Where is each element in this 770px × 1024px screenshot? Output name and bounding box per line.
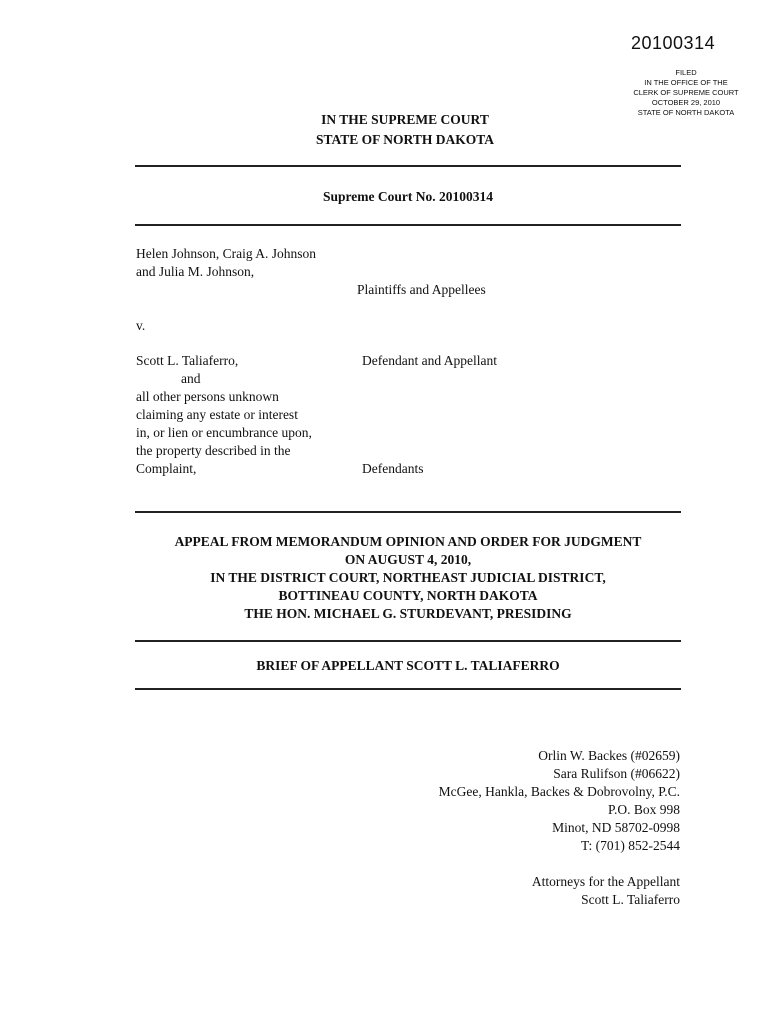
plaintiffs-line: Helen Johnson, Craig A. Johnson: [136, 246, 316, 261]
other-defendants-line: claiming any estate or interest: [136, 407, 298, 422]
appeal-line: THE HON. MICHAEL G. STURDEVANT, PRESIDING: [244, 606, 572, 621]
other-defendants-line: in, or lien or encumbrance upon,: [136, 425, 312, 440]
filing-stamp-line: CLERK OF SUPREME COURT: [633, 88, 739, 97]
attorney-line: T: (701) 852-2544: [580, 838, 680, 853]
and-connector: and: [181, 371, 201, 386]
attorney-block: [380, 747, 680, 855]
filing-stamp: [620, 68, 752, 118]
filing-stamp-line: FILED: [675, 68, 697, 77]
appeal-line: IN THE DISTRICT COURT, NORTHEAST JUDICIAL DISTRICT,: [210, 570, 606, 585]
attorney-role: [380, 873, 680, 909]
filing-stamp-line: IN THE OFFICE OF THE: [644, 78, 728, 87]
divider-brief: [135, 688, 681, 690]
court-heading: [255, 110, 555, 150]
appeal-line: ON AUGUST 4, 2010,: [344, 552, 472, 567]
divider-top: [135, 165, 681, 167]
filing-stamp-line: OCTOBER 29, 2010: [651, 98, 721, 107]
defendant-name: Scott L. Taliaferro,: [136, 353, 239, 368]
attorney-line: P.O. Box 998: [607, 802, 680, 817]
divider-case: [135, 224, 681, 226]
versus-label: v.: [136, 318, 146, 333]
attorney-role-line: Scott L. Taliaferro: [581, 892, 680, 907]
filing-stamp-number: 20100314: [631, 33, 716, 53]
case-number: Supreme Court No. 20100314: [323, 189, 493, 204]
attorney-line: Minot, ND 58702-0998: [552, 820, 680, 835]
attorney-line: McGee, Hankla, Backes & Dobrovolny, P.C.: [438, 784, 680, 799]
appeal-line: APPEAL FROM MEMORANDUM OPINION AND ORDER FOR JUDGMENT: [174, 534, 642, 549]
other-defendants: [136, 388, 312, 478]
other-defendants-line: Complaint,: [136, 461, 197, 476]
filing-stamp-line: STATE OF NORTH DAKOTA: [637, 108, 735, 117]
attorney-role-line: Attorneys for the Appellant: [531, 874, 680, 889]
appeal-line: BOTTINEAU COUNTY, NORTH DAKOTA: [278, 588, 538, 603]
defendant-role: Defendant and Appellant: [362, 353, 497, 368]
appeal-heading: [135, 533, 681, 623]
divider-appeal: [135, 640, 681, 642]
plaintiffs-line: and Julia M. Johnson,: [136, 264, 255, 279]
court-state: STATE OF NORTH DAKOTA: [316, 132, 494, 147]
other-defendants-line: all other persons unknown: [136, 389, 279, 404]
brief-title: BRIEF OF APPELLANT SCOTT L. TALIAFERRO: [256, 658, 560, 673]
plaintiffs-role: Plaintiffs and Appellees: [357, 282, 486, 297]
attorney-line: Sara Rulifson (#06622): [553, 766, 680, 781]
defendants-role: Defendants: [362, 461, 424, 476]
plaintiffs-names: [136, 245, 316, 281]
attorney-line: Orlin W. Backes (#02659): [538, 748, 680, 763]
court-name: IN THE SUPREME COURT: [321, 112, 489, 127]
divider-parties: [135, 511, 681, 513]
other-defendants-line: the property described in the: [136, 443, 291, 458]
